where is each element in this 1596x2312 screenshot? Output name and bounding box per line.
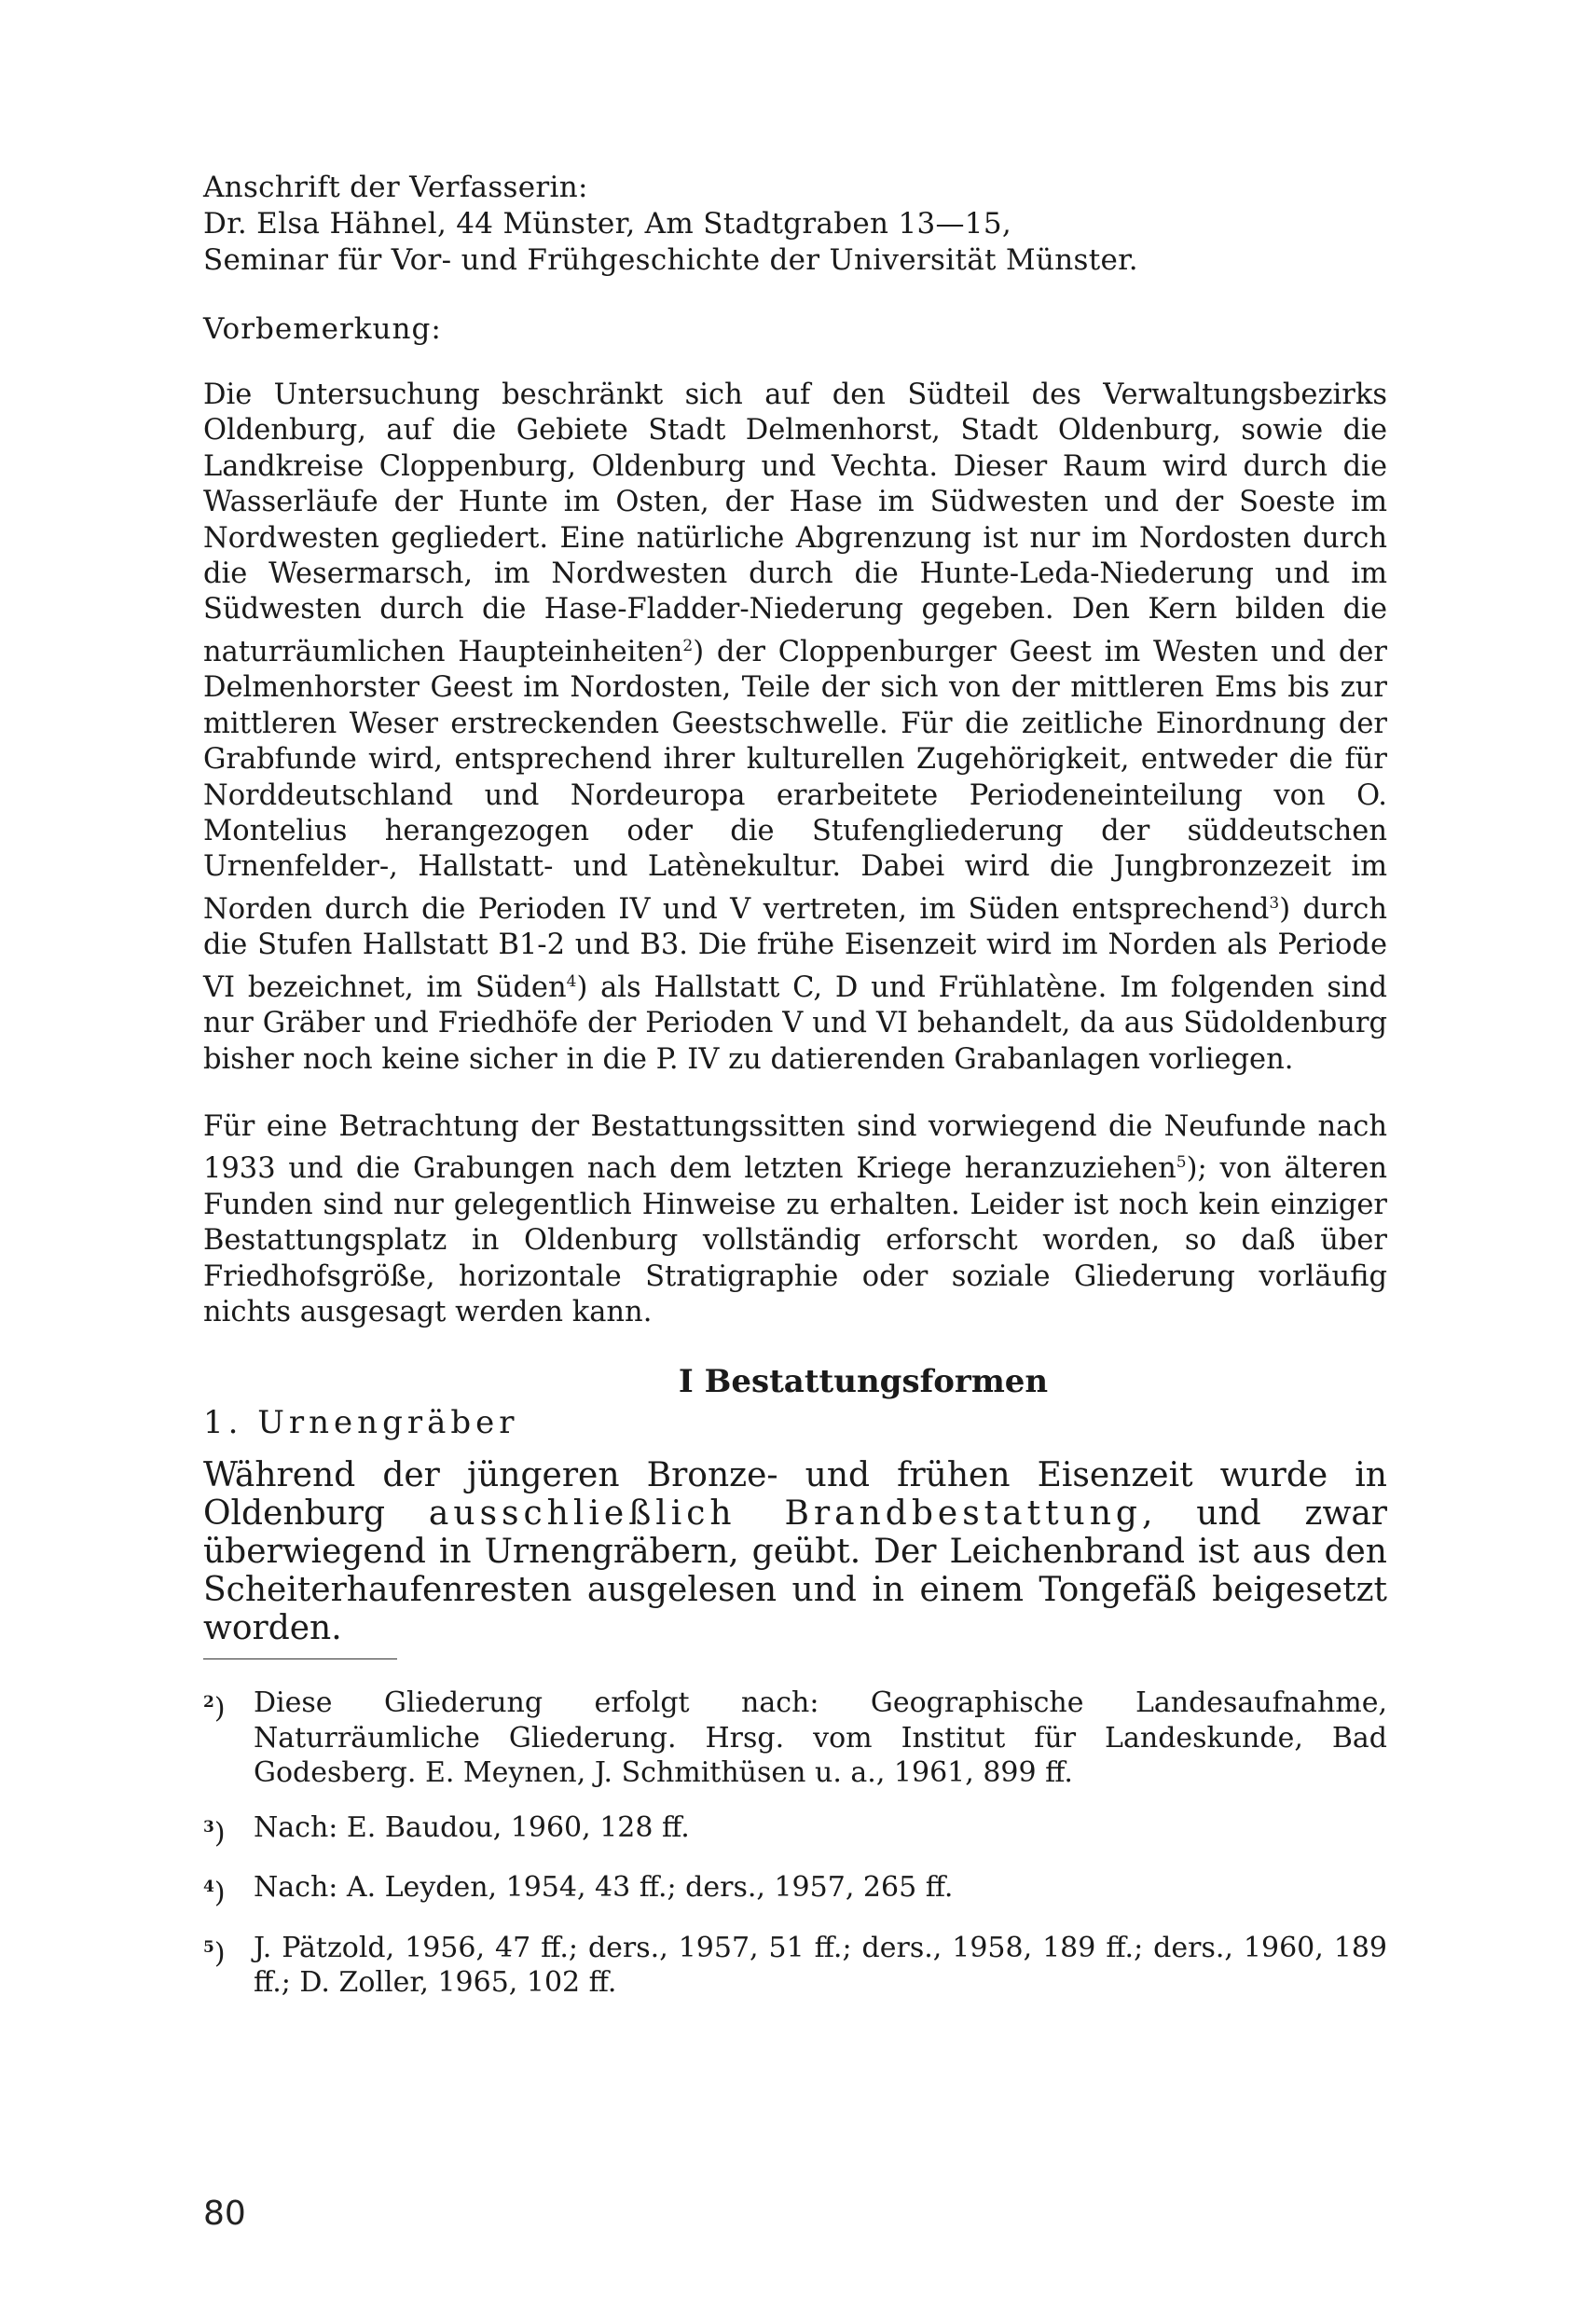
footnote-ref: 4 [566, 971, 577, 991]
lead-paragraph [203, 1456, 1387, 1647]
paragraph-text: , und zwar überwiegend in Urnengräbern, geübt. Der Leichenbrand ist aus den Scheiterhaufenresten ausgelesen und in einem Tongefäß beigesetzt worden. [203, 1494, 1387, 1647]
address-line: Dr. Elsa Hähnel, 44 Münster, Am Stadtgraben 13—15, [203, 207, 1011, 241]
paragraph-text: Während der jüngeren Bronze- und frühen Eisenzeit wurde in Oldenburg [203, 1456, 1387, 1533]
footnote-number: 5 [203, 1937, 214, 1957]
section-title: I Bestattungsformen [678, 1363, 1049, 1400]
footnote [203, 1810, 1387, 1851]
section-heading [0, 1361, 1596, 1402]
paragraph-text: Für eine Betrachtung der Bestattungssitten sind vorwiegend die Neufunde nach 1933 und die Grabungen nach dem letzten Kriege heranzuziehen [203, 1110, 1387, 1186]
footnote-mark: $^2$) [203, 1692, 226, 1725]
footnotes [203, 1686, 1387, 2020]
footnote-ref: 5 [1176, 1153, 1187, 1173]
footnote-text: Nach: E. Baudou, 1960, 128 ff. [254, 1810, 690, 1844]
footnote-text: Diese Gliederung erfolgt nach: Geographische Landesaufnahme, Naturräumliche Gliederung. Hrsg. vom Institut für Landeskunde, Bad Godesberg. E. Meynen, J. Schmithüsen u. a., 1961, 899 ff. [254, 1686, 1387, 1789]
footnote-ref: 3 [1269, 893, 1280, 913]
footnote-text: Nach: A. Leyden, 1954, 43 ff.; ders., 1957, 265 ff. [254, 1871, 954, 1904]
footnote-number: 4 [203, 1878, 214, 1896]
page-number: 80 [203, 2195, 246, 2233]
footnote-number: 2 [203, 1693, 214, 1712]
footnote-separator [203, 1658, 397, 1659]
paragraph-text: ) der Cloppenburger Geest im Westen und der Delmenhorster Geest im Nordosten, Teile der sich von der mittleren Ems bis zur mittleren Weser erstreckenden Geestschwelle. Für die zeitliche Einordnung der Grabfunde wird, entsprechend ihrer kulturellen Zugehörigkeit, entweder die für Norddeutschland und Nordeuropa erarbeitete Periodeneinteilung von O. Montelius herangezogen oder die Stufengliederung der süddeutschen Urnenfelder-, Hallstatt- und Latènekultur. Dabei wird die Jungbronzezeit im Norden durch die Perioden IV und V vertreten, im Süden entsprechend [203, 636, 1388, 926]
subsection-heading: 1. Urnengräber [203, 1404, 519, 1441]
footnote-mark: $^4$) [203, 1877, 226, 1909]
prenote-paragraph-2 [203, 1109, 1387, 1331]
footnote-mark: $^5$) [203, 1936, 226, 1970]
paragraph-text: Die Untersuchung beschränkt sich auf den Südteil des Verwaltungsbezirks Oldenburg, auf die Gebiete Stadt Delmenhorst, Stadt Oldenburg, sowie die Landkreise Cloppenburg, Oldenburg und Vechta. Dieser Raum wird durch die Wasserläufe der Hunte im Osten, der Hase im Südwesten und der Soeste im Nordwesten gegliedert. Eine natürliche Abgrenzung ist nur im Nordosten durch die Wesermarsch, im Nordwesten durch die Hunte-Leda-Niederung und im Südwesten durch die Hase-Fladder-Niederung gegeben. Den Kern bilden die naturräumlichen Haupteinheiten [203, 378, 1387, 668]
author-address [203, 170, 1387, 279]
emphasized-text: ausschließlich Brandbestattung [428, 1494, 1142, 1533]
paragraph-text: ) durch die Stufen Hallstatt B1-2 und B3. Die frühe Eisenzeit wird im Norden als Periode VI bezeichnet, im Süden [203, 893, 1387, 1004]
footnote [203, 1931, 1387, 2001]
address-line: Seminar für Vor- und Frühgeschichte der Universität Münster. [203, 243, 1138, 277]
paragraph-text: ) als Hallstatt C, D und Frühlatène. Im folgenden sind nur Gräber und Friedhöfe der Perioden V und VI behandelt, da aus Südoldenburg bisher noch keine sicher in die P. IV zu datierenden Grabanlagen vorliegen. [203, 970, 1387, 1076]
prenote-title: Vorbemerkung: [203, 312, 442, 346]
footnote [203, 1870, 1387, 1911]
paragraph-text: ); von älteren Funden sind nur gelegentlich Hinweise zu erhalten. Leider ist noch kein einziger Bestattungsplatz in Oldenburg vollständig erforscht worden, so daß über Friedhofsgröße, horizontale Stratigraphie oder soziale Gliederung vorläufig nichts ausgesagt werden kann. [203, 1152, 1387, 1329]
footnote-number: 3 [203, 1817, 214, 1837]
footnote [203, 1686, 1387, 1791]
footnote-mark: $^3$) [203, 1816, 226, 1850]
address-label: Anschrift der Verfasserin: [203, 171, 588, 204]
footnote-text: J. Pätzold, 1956, 47 ff.; ders., 1957, 51 ff.; ders., 1958, 189 ff.; ders., 1960, 189 ff.; D. Zoller, 1965, 102 ff. [254, 1931, 1387, 1999]
prenote-paragraph-1 [203, 378, 1387, 1078]
footnote-ref: 2 [682, 636, 694, 655]
